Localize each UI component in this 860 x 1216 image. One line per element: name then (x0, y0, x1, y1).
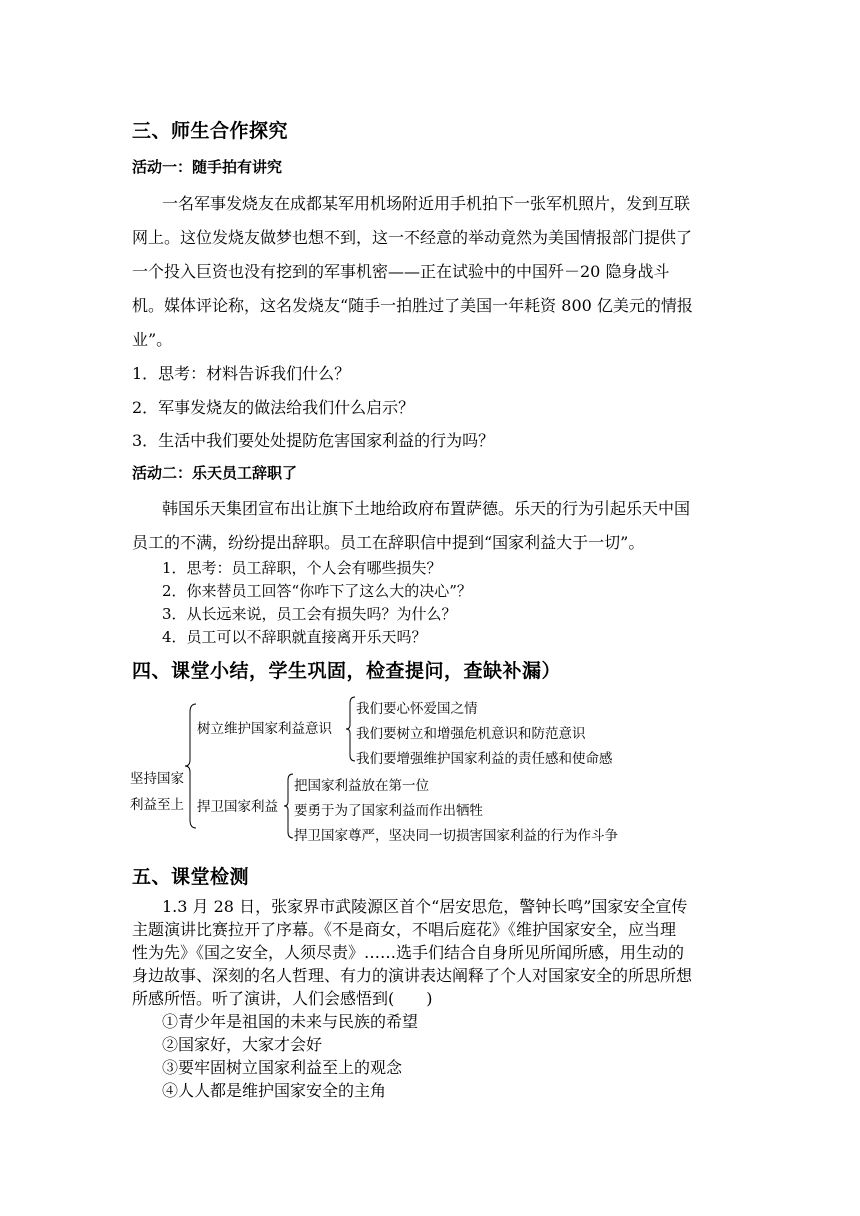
activity2-title: 活动二：乐天员工辞职了 (132, 464, 298, 482)
branch-item: 把国家利益放在第一位 (294, 778, 429, 794)
paragraph-line: 所感所悟。听了演讲，人们会感悟到( ) (132, 989, 433, 1008)
option-item: ①青少年是祖国的未来与民族的希望 (162, 1012, 419, 1031)
section3-heading: 三、师生合作探究 (132, 120, 289, 142)
option-item: ③要牢固树立国家利益至上的观念 (162, 1058, 403, 1077)
paragraph-line: 一名军事发烧友在成都某军用机场附近用手机拍下一张军机照片，发到互联 (162, 194, 691, 213)
branch-item: 我们要心怀爱国之情 (356, 701, 478, 717)
question-item: 1．思考：员工辞职，个人会有哪些损失？ (162, 559, 442, 577)
branch-item: 我们要树立和增强危机意识和防范意识 (356, 726, 586, 742)
question-item: 3．生活中我们要处处提防危害国家利益的行为吗？ (132, 431, 495, 450)
section5-heading: 五、课堂检测 (132, 866, 250, 888)
question-item: 1．思考：材料告诉我们什么？ (132, 364, 351, 383)
option-item: ②国家好，大家才会好 (162, 1035, 323, 1054)
paragraph-line: 网上。这位发烧友做梦也想不到，这一不经意的举动竟然为美国情报部门提供了 (132, 228, 693, 247)
activity1-title: 活动一：随手拍有讲究 (132, 158, 283, 176)
section4-heading: 四、课堂小结，学生巩固，检查提问，查缺补漏） (132, 660, 562, 682)
paragraph-line: 韩国乐天集团宣布出让旗下土地给政府布置萨德。乐天的行为引起乐天中国 (162, 499, 691, 518)
branch-item: 要勇于为了国家利益而作出牺牲 (294, 803, 483, 819)
branch-label: 树立维护国家利益意识 (197, 721, 332, 737)
diagram-root-line: 坚持国家 (130, 771, 184, 787)
option-item: ④人人都是维护国家安全的主角 (162, 1081, 387, 1100)
paragraph-line: 员工的不满，纷纷提出辞职。员工在辞职信中提到“国家利益大于一切”。 (132, 533, 645, 552)
branch-item: 捍卫国家尊严，坚决同一切损害国家利益的行为作斗争 (294, 828, 618, 844)
paragraph-line: 身边故事、深刻的名人哲理、有力的演讲表达阐释了个人对国家安全的所思所想 (132, 966, 693, 985)
paragraph-line: 1.3 月 28 日，张家界市武陵源区首个“居安思危，警钟长鸣”国家安全宣传 (162, 897, 688, 916)
branch-label: 捍卫国家利益 (197, 799, 278, 815)
paragraph-line: 机。媒体评论称，这名发烧友“随手一拍胜过了美国一年耗资 800 亿美元的情报 (132, 296, 693, 315)
question-item: 4．员工可以不辞职就直接离开乐天吗？ (162, 628, 427, 646)
question-item: 2．军事发烧友的做法给我们什么启示？ (132, 398, 415, 417)
paragraph-line: 主题演讲比赛拉开了序幕。《不是商女，不唱后庭花》《维护国家安全，应当理 (132, 920, 677, 939)
diagram-root-line: 利益至上 (130, 797, 184, 813)
paragraph-line: 业”。 (132, 330, 173, 349)
paragraph-line: 性为先》《国之安全，人须尽责》……选手们结合自身所见所闻所感，用生动的 (132, 943, 685, 962)
branch-item: 我们要增强维护国家利益的责任感和使命感 (356, 751, 613, 767)
question-item: 2．你来替员工回答“你咋下了这么大的决心”？ (162, 582, 472, 600)
question-item: 3．从长远来说，员工会有损失吗？为什么？ (162, 605, 457, 623)
paragraph-line: 一个投入巨资也没有挖到的军事机密——正在试验中的中国歼－20 隐身战斗 (132, 262, 670, 281)
